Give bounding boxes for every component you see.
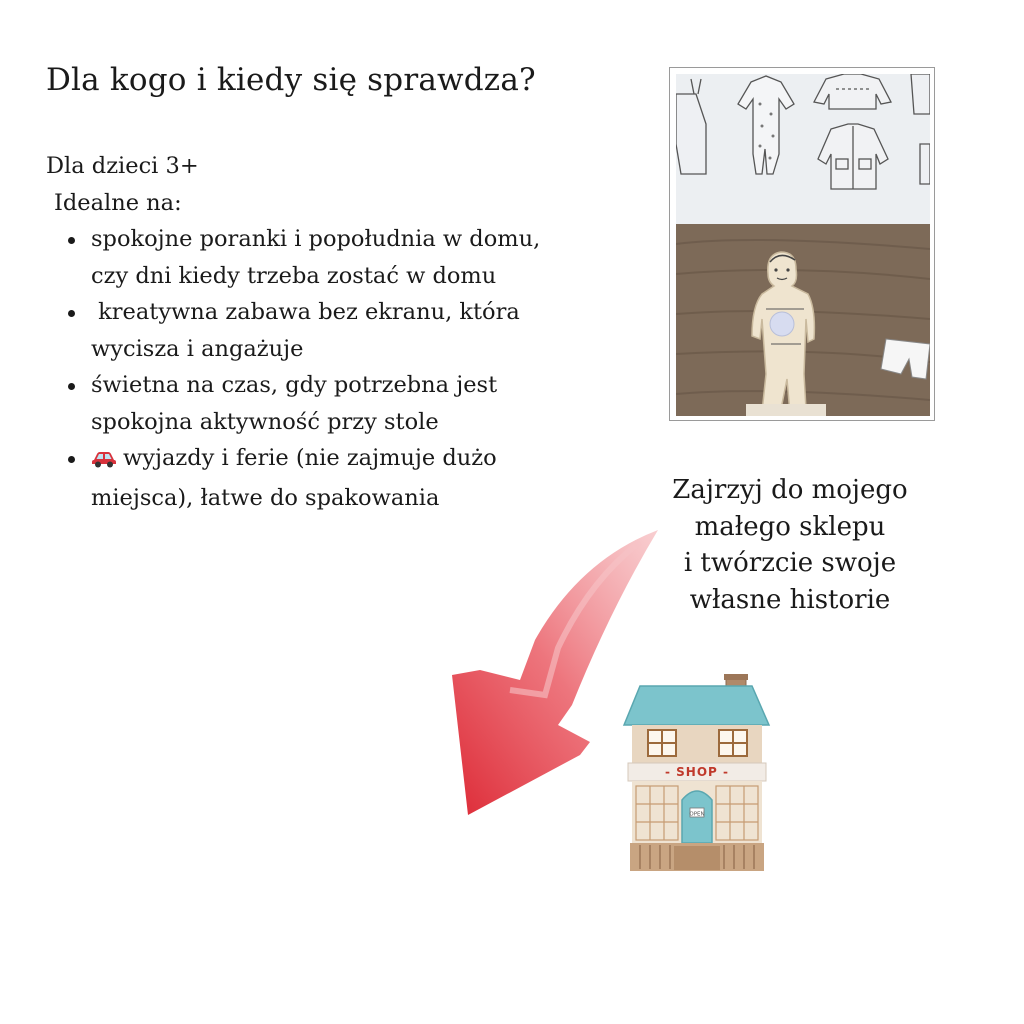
list-item-line: miejsca), łatwe do spakowania [91, 484, 440, 511]
list-item-line: spokojna aktywność przy stole [91, 408, 439, 435]
car-icon [91, 443, 117, 480]
list-item-line: wycisza i angażuje [91, 335, 304, 362]
shop-invitation [640, 472, 940, 618]
list-item [91, 367, 606, 440]
door-sign-text: OPEN [689, 811, 705, 818]
list-item-line: czy dni kiedy trzeba zostać w domu [91, 262, 497, 289]
list-item-line: wyjazdy i ferie (nie zajmuje dużo [123, 445, 497, 471]
audience-text: Dla dzieci 3+ [46, 153, 199, 179]
page-title: Dla kogo i kiedy się sprawdza? [46, 62, 536, 98]
list-item-line: świetna na czas, gdy potrzebna jest [91, 372, 498, 398]
use-case-list [46, 221, 606, 516]
cta-line: małego sklepu [694, 511, 886, 542]
ideal-label: Idealne na: [54, 189, 182, 216]
product-photo [669, 67, 935, 421]
list-item-line: spokojne poranki i popołudnia w domu, [91, 226, 541, 252]
description-block [46, 148, 606, 516]
list-item [91, 294, 606, 367]
cta-line: własne historie [689, 584, 891, 615]
list-item [91, 221, 606, 294]
shop-sign-text: - SHOP - [665, 765, 729, 779]
paper-doll-photo [676, 74, 930, 416]
cta-line: Zajrzyj do mojego [672, 475, 908, 505]
list-item [91, 440, 606, 516]
list-item-line: kreatywna zabawa bez ekranu, która [91, 299, 520, 325]
shop-illustration-icon[interactable] [612, 670, 777, 885]
cta-line: i twórzcie swoje [683, 548, 897, 578]
